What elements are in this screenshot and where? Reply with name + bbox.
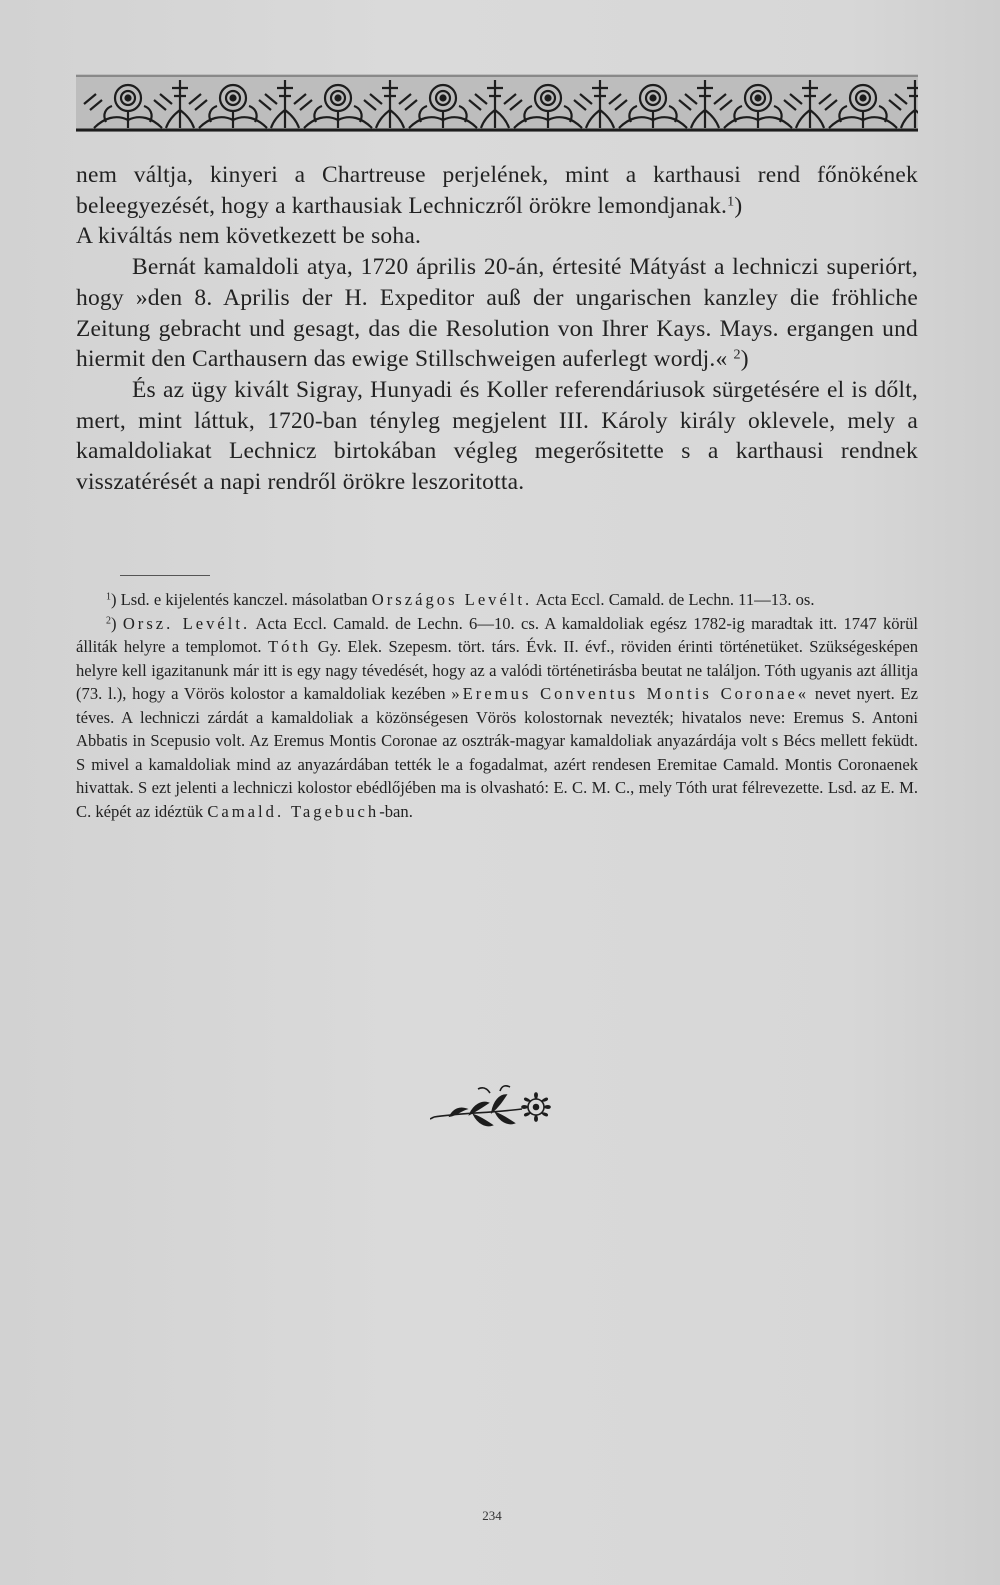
page-number: 234	[482, 1508, 502, 1523]
paragraph-2: Bernát kamaldoli atya, 1720 április 20-án, értesité Mátyást a lechniczi superiórt, hogy »den 8. Aprilis der H. Expeditor auß der ungarischen kanzley die fröhliche Zeitung gebracht und gesagt, das die Resolution von Ihrer Kays. Mays. ergangen und hiermit den Carthausern das ewige Stillschweigen auferlegt wordj.« $^2$)	[76, 254, 918, 373]
footnote-1: $^1$) Lsd. e kijelentés kanczel. másolatban Országos Levélt. Acta Eccl. Camald. de Lechn. 11—13. os.	[106, 590, 815, 609]
footnote-divider	[120, 575, 210, 576]
footnotes	[76, 588, 918, 823]
paragraph-1b: A kiváltás nem következett be soha.	[76, 223, 422, 250]
paragraph-3: És az ügy kivált Sigray, Hunyadi és Koller referendáriusok sürgetésére el is dőlt, mert, mint láttuk, 1720-ban tényleg megjelent III. Károly király oklevele, mely a kamaldoliakat Lechnicz birtokában végleg megerősitette s a karthausi rendnek visszatérését a napi rendről örökre leszoritotta.	[76, 376, 918, 496]
paragraph-1: nem váltja, kinyeri a Chartreuse perjelének, mint a karthausi rend főnökének beleegyezését, hogy a karthausiak Lechniczről örökre lemondjanak.$^1$)	[76, 162, 918, 219]
footnote-ref-2: 2	[733, 346, 741, 363]
footnote-2: $^2$) Orsz. Levélt. Acta Eccl. Camald. de Lechn. 6—10. cs. A kamaldoliak egész 1782-ig maradtak itt. 1747 körül álliták helyre a templomot. Tóth Gy. Elek. Szepesm. tört. társ. Évk. II. évf., röviden érinti történetüket. Szükségesképen helyre kell igazitanunk már itt is egy nagy tévedését, hogy az a valódi történetirásba beutat ne találjon. Tóth ugyanis azt állitja (73. l.), hogy a Vörös kolostor a kamaldoliak kezében »Eremus Conventus Montis Coronae« nevet nyert. Ez téves. A lechniczi zárdát a kamaldoliak a közönségesen Vörös kolostornak nevezték; hivatalos neve: Eremus S. Antoni Abbatis in Scepusio volt. Az Eremus Montis Coronae az osztrák-magyar kamaldoliak anyazárdája volt s Bécs mellett feküdt. S mivel a kamaldoliak mind az anyazárdában tették le a fogadalmat, azért rendesen Eremitae Camald. Montis Coronaenek hivattak. S ezt jelenti a lechniczi kolostor ebédlőjében ma is olvasható: E. C. M. C., mely Tóth urat félrevezette. Lsd. az E. M. C. képét az idéztük Camald. Tagebuch-ban.	[76, 613, 919, 821]
floral-headband-ornament	[76, 74, 918, 132]
footnote-ref-1: 1	[727, 192, 735, 209]
floral-branch-ornament	[430, 1083, 570, 1133]
main-text	[76, 160, 918, 498]
